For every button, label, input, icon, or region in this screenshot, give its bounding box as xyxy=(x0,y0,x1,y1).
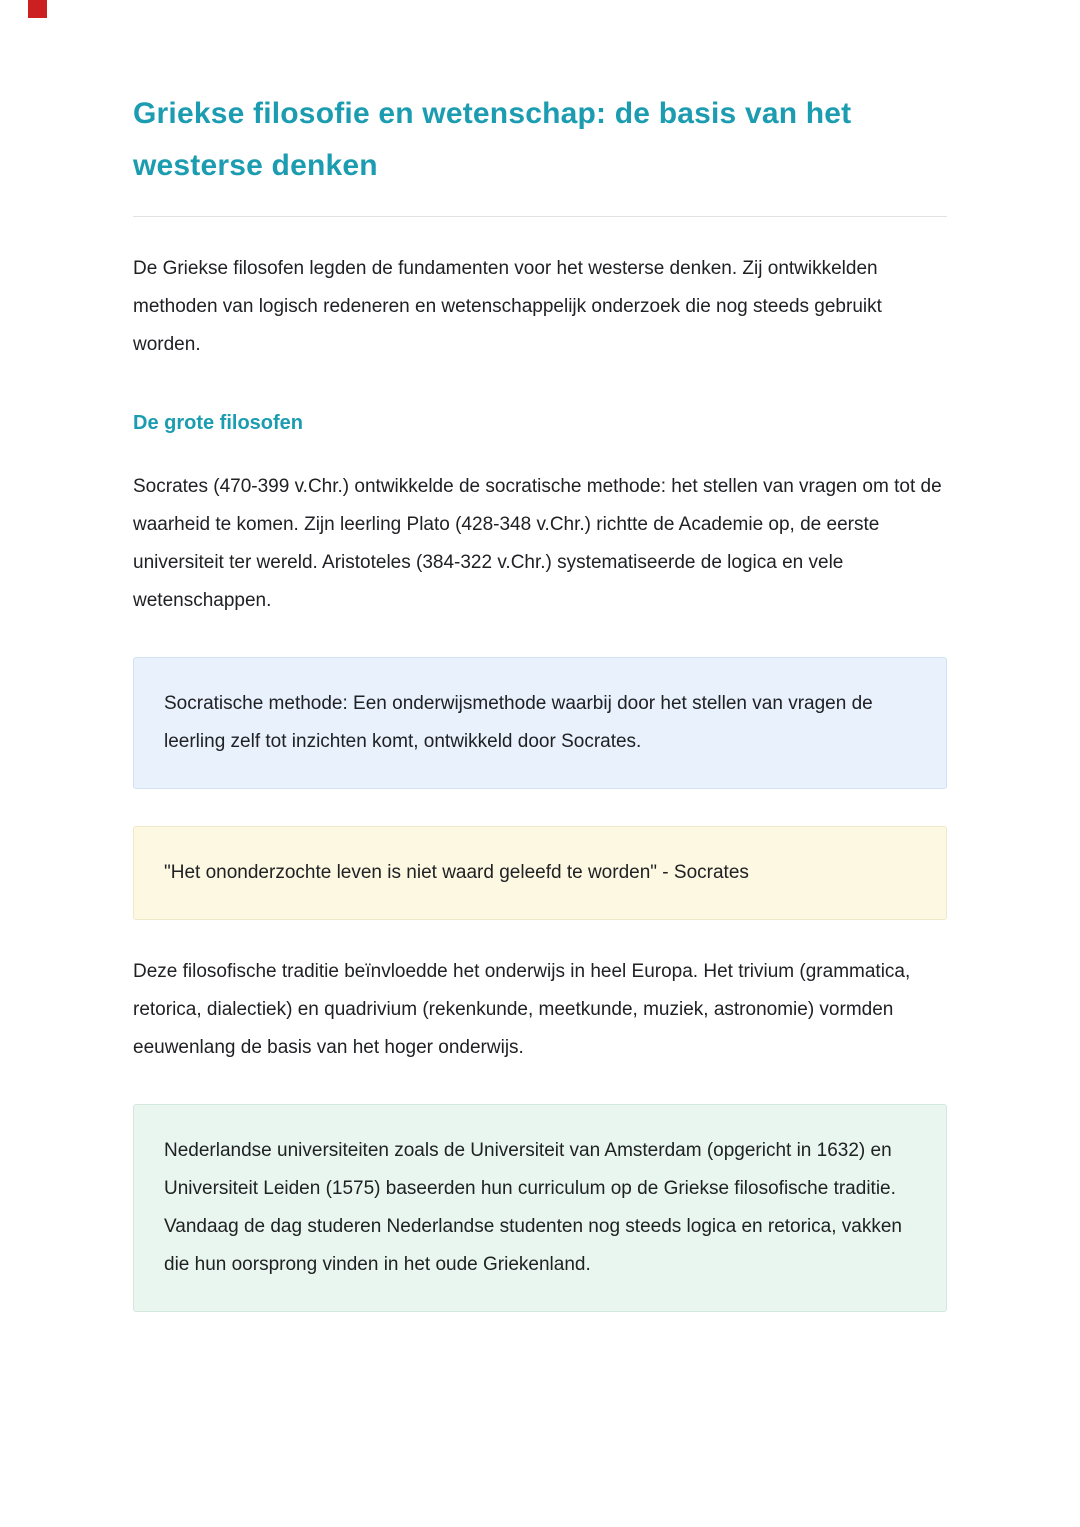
page-title: Griekse filosofie en wetenschap: de basis van het westerse denken xyxy=(133,97,852,182)
section-heading-philosophers: De grote filosofen xyxy=(133,412,304,434)
philosophers-paragraph: Socrates (470-399 v.Chr.) ontwikkelde de socratische methode: het stellen van vragen om tot de waarheid te komen. Zijn leerling Plato (428-348 v.Chr.) richtte de Academie op, de eerste universiteit ter wereld. Aristoteles (384-322 v.Chr.) systematiseerde de logica en vele wetenschappen. xyxy=(133,476,942,611)
dutch-universities-callout-box: Nederlandse universiteiten zoals de Universiteit van Amsterdam (opgericht in 1632) en Universiteit Leiden (1575) baseerden hun curriculum op de Griekse filosofische traditie. Vandaag de dag studeren Nederlandse studenten nog steeds logica en retorica, vakken die hun oorsprong vinden in het oude Griekenland. xyxy=(133,1104,947,1312)
definition-callout-box: Socratische methode: Een onderwijsmethode waarbij door het stellen van vragen de leerling zelf tot inzichten komt, ontwikkeld door Socrates. xyxy=(133,657,947,789)
tradition-paragraph: Deze filosofische traditie beïnvloedde het onderwijs in heel Europa. Het trivium (grammatica, retorica, dialectiek) en quadrivium (rekenkunde, meetkunde, muziek, astronomie) vormden eeuwenlang de basis van het hoger onderwijs. xyxy=(133,961,911,1058)
intro-paragraph: De Griekse filosofen legden de fundamenten voor het westerse denken. Zij ontwikkelden methoden van logisch redeneren en wetenschappelijk onderzoek die nog steeds gebruikt worden. xyxy=(133,258,882,355)
red-corner-marker xyxy=(28,0,47,18)
quote-callout-box: "Het ononderzochte leven is niet waard geleefd te worden" - Socrates xyxy=(133,826,947,920)
title-divider xyxy=(133,216,947,217)
